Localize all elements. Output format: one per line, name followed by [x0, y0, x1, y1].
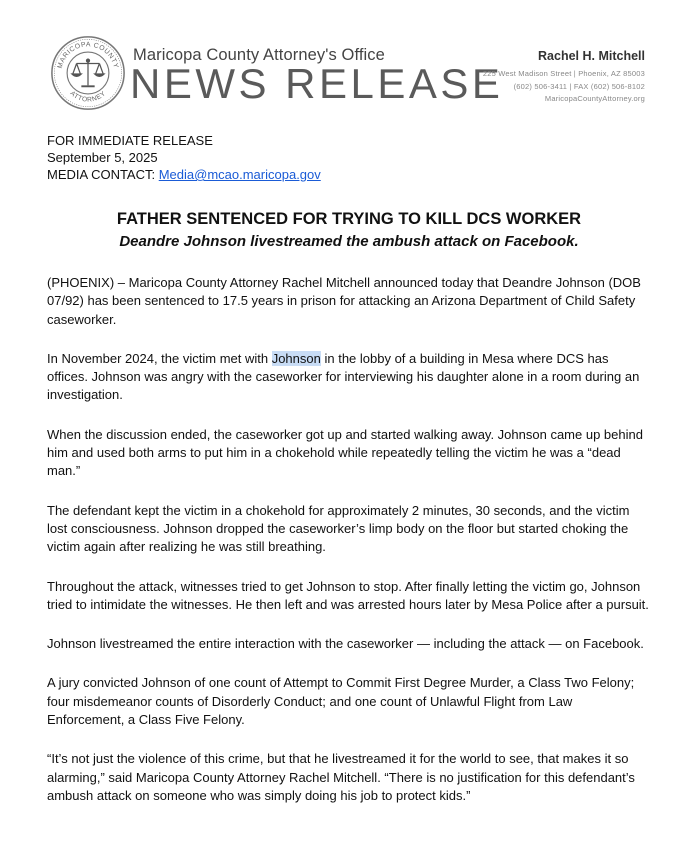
- letterhead-contact: [483, 49, 645, 106]
- svg-text:ATTORNEY: [69, 90, 108, 104]
- scales-of-justice-icon: [72, 59, 104, 87]
- paragraph-text: In November 2024, the victim met with: [47, 350, 272, 366]
- attorney-name: Rachel H. Mitchell: [538, 49, 645, 63]
- office-phone-fax: (602) 506-3411 | FAX (602) 506-8102: [513, 81, 645, 91]
- release-body: [47, 274, 651, 826]
- media-contact-label: MEDIA CONTACT:: [47, 167, 159, 182]
- media-contact-email-link[interactable]: Media@mcao.maricopa.gov: [158, 167, 321, 182]
- org-name: Maricopa County Attorney's Office: [133, 46, 385, 64]
- news-release-title: NEWS RELEASE: [130, 60, 504, 107]
- media-contact: [47, 166, 321, 183]
- paragraph-text: in the lobby of a building in Mesa where DCS has offices. Johnson was angry with the caseworker for interviewing his daughter alone in a room during an investigation.: [47, 350, 640, 403]
- body-paragraph: (PHOENIX) – Maricopa County Attorney Rachel Mitchell announced today that Deandre Johnson (DOB 07/92) has been sentenced to 17.5 years in prison for attacking an Arizona Department of Child Safety caseworker.: [47, 275, 641, 327]
- county-attorney-seal: [50, 35, 126, 111]
- body-paragraph: Johnson livestreamed the entire interaction with the caseworker — including the attack — on Facebook.: [47, 636, 644, 652]
- body-paragraph: “It’s not just the violence of this crime, but that he livestreamed it for the world to see, that makes it so alarming,” said Maricopa County Attorney Rachel Mitchell. “There is no justification for this defendant’s ambush attack on someone who was simply doing his job to protect kids.”: [47, 751, 635, 803]
- release-type: FOR IMMEDIATE RELEASE: [47, 133, 213, 148]
- office-address: 225 West Madison Street | Phoenix, AZ 85003: [482, 69, 645, 78]
- body-paragraph: When the discussion ended, the caseworker got up and started walking away. Johnson came up behind him and used both arms to put him in a chokehold while repeatedly telling the victim he was a “dead man.”: [47, 426, 643, 479]
- headline: FATHER SENTENCED FOR TRYING TO KILL DCS WORKER: [116, 210, 582, 228]
- seal-text-top: MARICOPA COUNTY: [56, 41, 120, 70]
- subheadline: Deandre Johnson livestreamed the ambush attack on Facebook.: [119, 233, 579, 250]
- release-meta: [47, 132, 321, 183]
- office-website: MaricopaCountyAttorney.org: [544, 94, 645, 103]
- body-paragraph: A jury convicted Johnson of one count of Attempt to Commit First Degree Murder, a Class Two Felony; four misdemeanor counts of Disorderly Conduct; and one count of Unlawful Flight from Law Enforcement, a Class Five Felony.: [47, 675, 635, 728]
- release-date: September 5, 2025: [47, 150, 158, 165]
- body-paragraph: [47, 350, 651, 405]
- seal-text-bottom: ATTORNEY: [68, 90, 108, 104]
- body-paragraph: The defendant kept the victim in a chokehold for approximately 2 minutes, 30 seconds, and the victim lost consciousness. Johnson dropped the caseworker’s limp body on the floor but started choking the victim again after realizing he was still breathing.: [47, 502, 630, 555]
- body-paragraph: Throughout the attack, witnesses tried to get Johnson to stop. After finally letting the victim go, Johnson tried to intimidate the witnesses. He then left and was arrested hours later by Mesa Police after a pursuit.: [47, 578, 649, 612]
- highlighted-text[interactable]: Johnson: [271, 350, 321, 366]
